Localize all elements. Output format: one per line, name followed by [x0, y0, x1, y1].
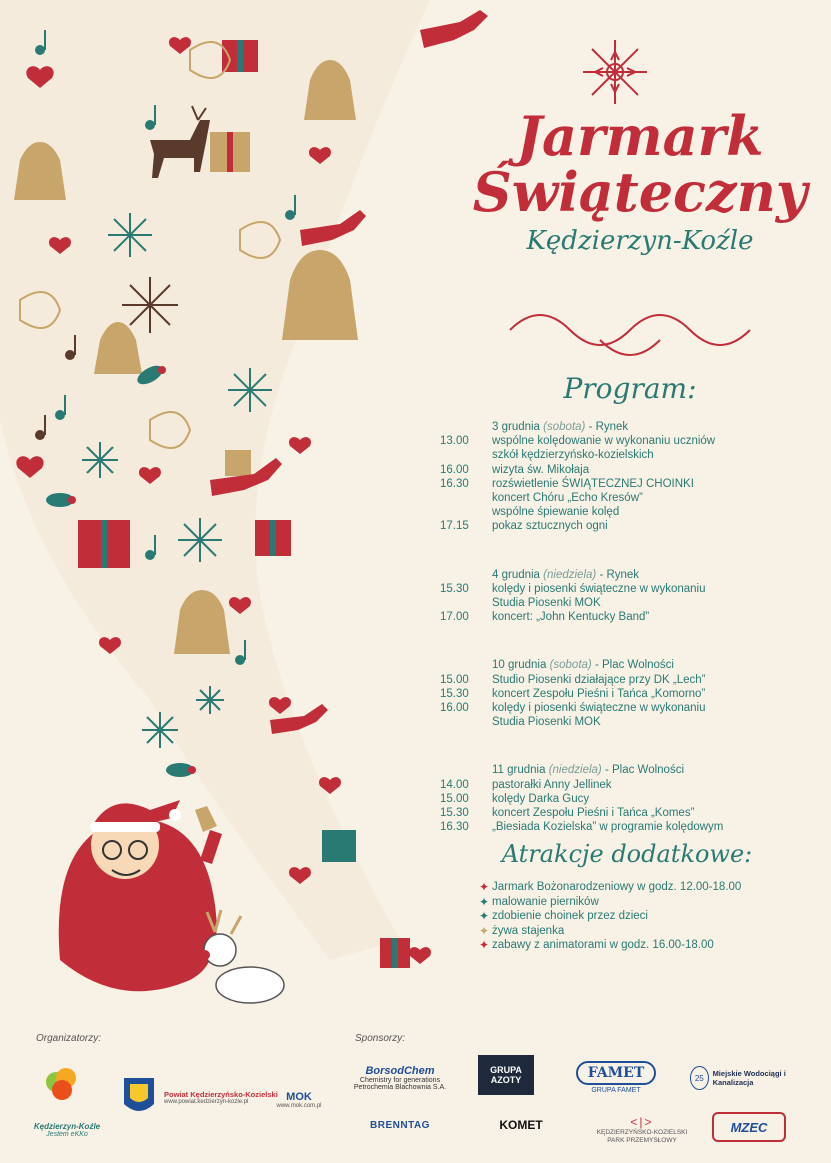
- event-row: 15.00 kolędy Darka Gucy: [440, 792, 590, 805]
- powiat-logo: Powiat Kędzierzyńsko-Kozielski www.powiat.kedzierzyn-kozle.pl: [164, 1089, 278, 1105]
- reindeer-dog-illustration: [200, 910, 284, 1003]
- list-item: ✦ zabawy z animatorami w godz. 16.00-18.00: [476, 938, 816, 953]
- borsodchem-logo: BorsodChem Chemistry for generations Petrochemia Blachownia S.A.: [353, 1065, 447, 1091]
- event-row: 17.00 koncert: „John Kentucky Band”: [440, 611, 650, 624]
- mok-logo: MOK www.mok.com.pl: [276, 1091, 322, 1109]
- mwik-badge: 25: [690, 1066, 709, 1090]
- organizers-label: Organizatorzy:: [36, 1033, 102, 1044]
- star-icon: ✦: [478, 938, 490, 952]
- program-heading: Program:: [563, 372, 697, 405]
- program-day: [440, 763, 820, 834]
- event-row: 15.30 koncert Zespołu Pieśni i Tańca „Komes”: [440, 807, 695, 820]
- mwik-logo: 25 Miejskie Wodociągi i Kanalizacja: [690, 1060, 800, 1096]
- title-line2: Świąteczny: [472, 160, 808, 224]
- program-list: [440, 420, 820, 868]
- program-day: [440, 420, 820, 534]
- star-icon: ✦: [478, 894, 490, 909]
- star-icon: ✦: [478, 880, 490, 894]
- brenntag-logo: BRENNTAG: [370, 1119, 430, 1131]
- event-row: 17.15 pokaz sztucznych ogni: [440, 520, 608, 533]
- day-heading: 11 grudnia (niedziela) - Plac Wolności: [492, 764, 685, 777]
- list-item: ✦ żywa stajenka: [476, 924, 816, 939]
- attractions-heading: Atrakcje dodatkowe:: [501, 840, 753, 868]
- day-heading: 10 grudnia (sobota) - Plac Wolności: [492, 659, 674, 672]
- event-row: 13.00 wspólne kolędowanie w wykonaniu uczniów: [440, 435, 716, 448]
- event-row: 15.00 Studio Piosenki działające przy DK „Lech”: [440, 673, 706, 686]
- event-row: Studia Piosenki MOK: [492, 716, 601, 729]
- starburst-icon: [122, 277, 178, 333]
- kkpp-logo: <|> KĘDZIERZYŃSKO-KOZIELSKI PARK PRZEMYSŁOWY: [596, 1115, 688, 1144]
- attractions-list: [476, 880, 816, 953]
- flourish-divider: [510, 315, 750, 355]
- program-day: [440, 568, 820, 625]
- event-row: 16.30 rozświetlenie ŚWIĄTECZNEJ CHOINKI: [440, 477, 694, 490]
- sponsors-label: Sponsorzy:: [355, 1033, 406, 1044]
- day-heading: 3 grudnia (sobota) - Rynek: [492, 421, 629, 433]
- santa-boy-illustration: [59, 800, 222, 991]
- title-line1: Jarmark: [516, 104, 764, 168]
- event-row: 14.00 pastorałki Anny Jellinek: [440, 778, 612, 791]
- list-item: ✦ malowanie pierników: [476, 895, 816, 910]
- grupa-azoty-logo: GRUPA AZOTY: [478, 1055, 534, 1095]
- event-row: szkół kędzierzyńsko-kozielskich: [492, 449, 654, 462]
- event-row: 16.30 „Biesiada Kozielska” w programie kolędowym: [440, 821, 724, 834]
- mzec-logo: MZEC: [712, 1112, 786, 1142]
- event-row: Studia Piosenki MOK: [492, 597, 601, 610]
- title-block: [470, 40, 810, 256]
- event-row: 15.30 koncert Zespołu Pieśni i Tańca „Komorno”: [440, 687, 706, 700]
- famet-logo: FAMET GRUPA FAMET: [572, 1058, 660, 1096]
- star-icon: ✦: [478, 923, 490, 938]
- star-icon: ✦: [478, 909, 490, 923]
- event-row: wspólne śpiewanie kolęd: [492, 506, 620, 519]
- city-name: Kędzierzyn-Koźle: [526, 226, 754, 256]
- list-item: ✦ zdobienie choinek przez dzieci: [476, 909, 816, 924]
- event-row: 16.00 wizyta św. Mikołaja: [440, 463, 590, 476]
- event-row: 15.30 kolędy i piosenki świąteczne w wykonaniu: [440, 582, 706, 595]
- event-row: koncert Chóru „Echo Kresów”: [492, 492, 643, 505]
- day-heading: 4 grudnia (niedziela) - Rynek: [492, 568, 640, 581]
- kk-logo: Kędzierzyn-Koźle Jestem eKKo: [33, 1122, 101, 1138]
- komet-logo: KOMET: [499, 1118, 543, 1132]
- event-row: 16.00 kolędy i piosenki świąteczne w wykonaniu: [440, 702, 706, 715]
- kkpp-icon: <|>: [630, 1115, 654, 1129]
- list-item: ✦ Jarmark Bożonarodzeniowy w godz. 12.00-18.00: [476, 880, 816, 895]
- program-day: [440, 658, 820, 729]
